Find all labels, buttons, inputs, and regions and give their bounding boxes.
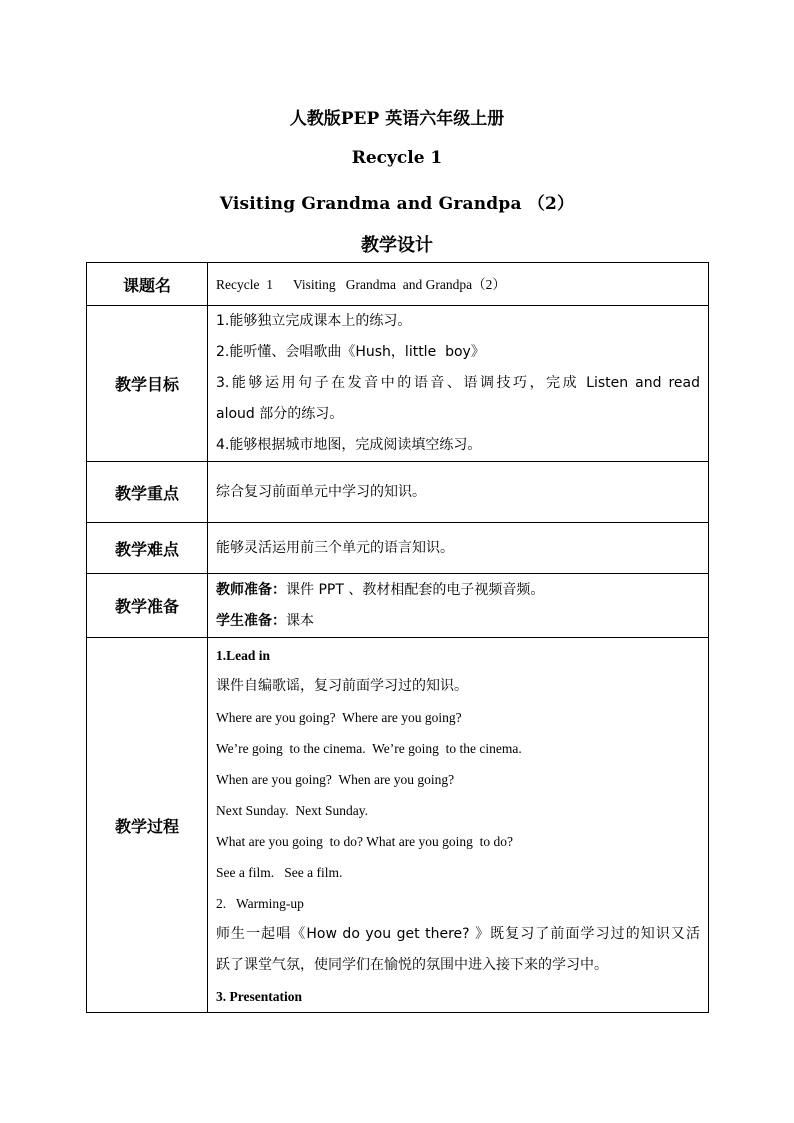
process-heading-warming-up: 2. Warming-up — [216, 896, 304, 911]
goals-label: 教学目标 — [87, 306, 208, 462]
process-line: What are you going to do? What are you going to do? — [216, 834, 514, 849]
process-heading-presentation: 3. Presentation — [216, 989, 302, 1004]
process-line: Where are you going? Where are you going? — [216, 710, 462, 725]
preparation-label: 教学准备 — [87, 574, 208, 638]
difficulties-label: 教学难点 — [87, 523, 208, 574]
teacher-prep-line — [216, 575, 700, 606]
lesson-plan-table — [86, 262, 709, 1013]
document-title-type: 教学设计 — [361, 235, 433, 256]
process-line: We’re going to the cinema. We’re going to the cinema. — [216, 741, 522, 756]
process-line: 师生一起唱《How do you get there? 》既复习了前面学习过的知识又活 — [216, 926, 700, 942]
goal-line-2: 2.能听懂、会唱歌曲《Hush，little boy》 — [216, 344, 485, 360]
process-label: 教学过程 — [87, 638, 208, 1013]
goal-line-1: 1.能够独立完成课本上的练习。 — [216, 313, 412, 329]
goal-line-4: aloud 部分的练习。 — [216, 406, 344, 422]
document-title-unit: Recycle 1 — [351, 148, 443, 168]
table-row-preparation — [87, 574, 709, 638]
topic-cell — [208, 263, 709, 306]
key-points-label: 教学重点 — [87, 462, 208, 523]
process-line: Next Sunday. Next Sunday. — [216, 803, 368, 818]
preparation-cell — [208, 574, 709, 638]
process-line: When are you going? When are you going? — [216, 772, 455, 787]
process-cell — [208, 638, 709, 1013]
document-title-lesson: Visiting Grandma and Grandpa （2） — [219, 194, 575, 214]
topic-value: Recycle 1 Visiting Grandma and Grandpa（2） — [216, 276, 506, 292]
table-row-topic — [87, 263, 709, 306]
table-row-goals — [87, 306, 709, 462]
key-points-cell — [208, 462, 709, 523]
process-line: 课件自编歌谣，复习前面学习过的知识。 — [216, 678, 468, 694]
student-prep-value: 课本 — [286, 612, 314, 629]
student-prep-line — [216, 606, 700, 637]
teacher-prep-label: 教师准备： — [216, 581, 286, 598]
teacher-prep-value: 课件 PPT 、教材相配套的电子视频音频。 — [286, 581, 545, 598]
process-line: See a film. See a film. — [216, 865, 343, 880]
document-title-series: 人教版PEP 英语六年级上册 — [289, 109, 505, 129]
table-row-process — [87, 638, 709, 1013]
topic-label: 课题名 — [87, 263, 208, 306]
goal-line-5: 4.能够根据城市地图，完成阅读填空练习。 — [216, 437, 482, 453]
table-row-key-points — [87, 462, 709, 523]
goal-line-3: 3.能够运用句子在发音中的语音、语调技巧，完成 Listen and read — [216, 375, 700, 391]
key-points-value: 综合复习前面单元中学习的知识。 — [216, 483, 426, 500]
process-line: 跃了课堂气氛，使同学们在愉悦的氛围中进入接下来的学习中。 — [216, 957, 608, 973]
table-row-difficulties — [87, 523, 709, 574]
difficulties-cell — [208, 523, 709, 574]
goals-cell — [208, 306, 709, 462]
process-heading-lead-in: 1.Lead in — [216, 648, 271, 663]
student-prep-label: 学生准备： — [216, 612, 286, 629]
difficulties-value: 能够灵活运用前三个单元的语言知识。 — [216, 539, 454, 556]
